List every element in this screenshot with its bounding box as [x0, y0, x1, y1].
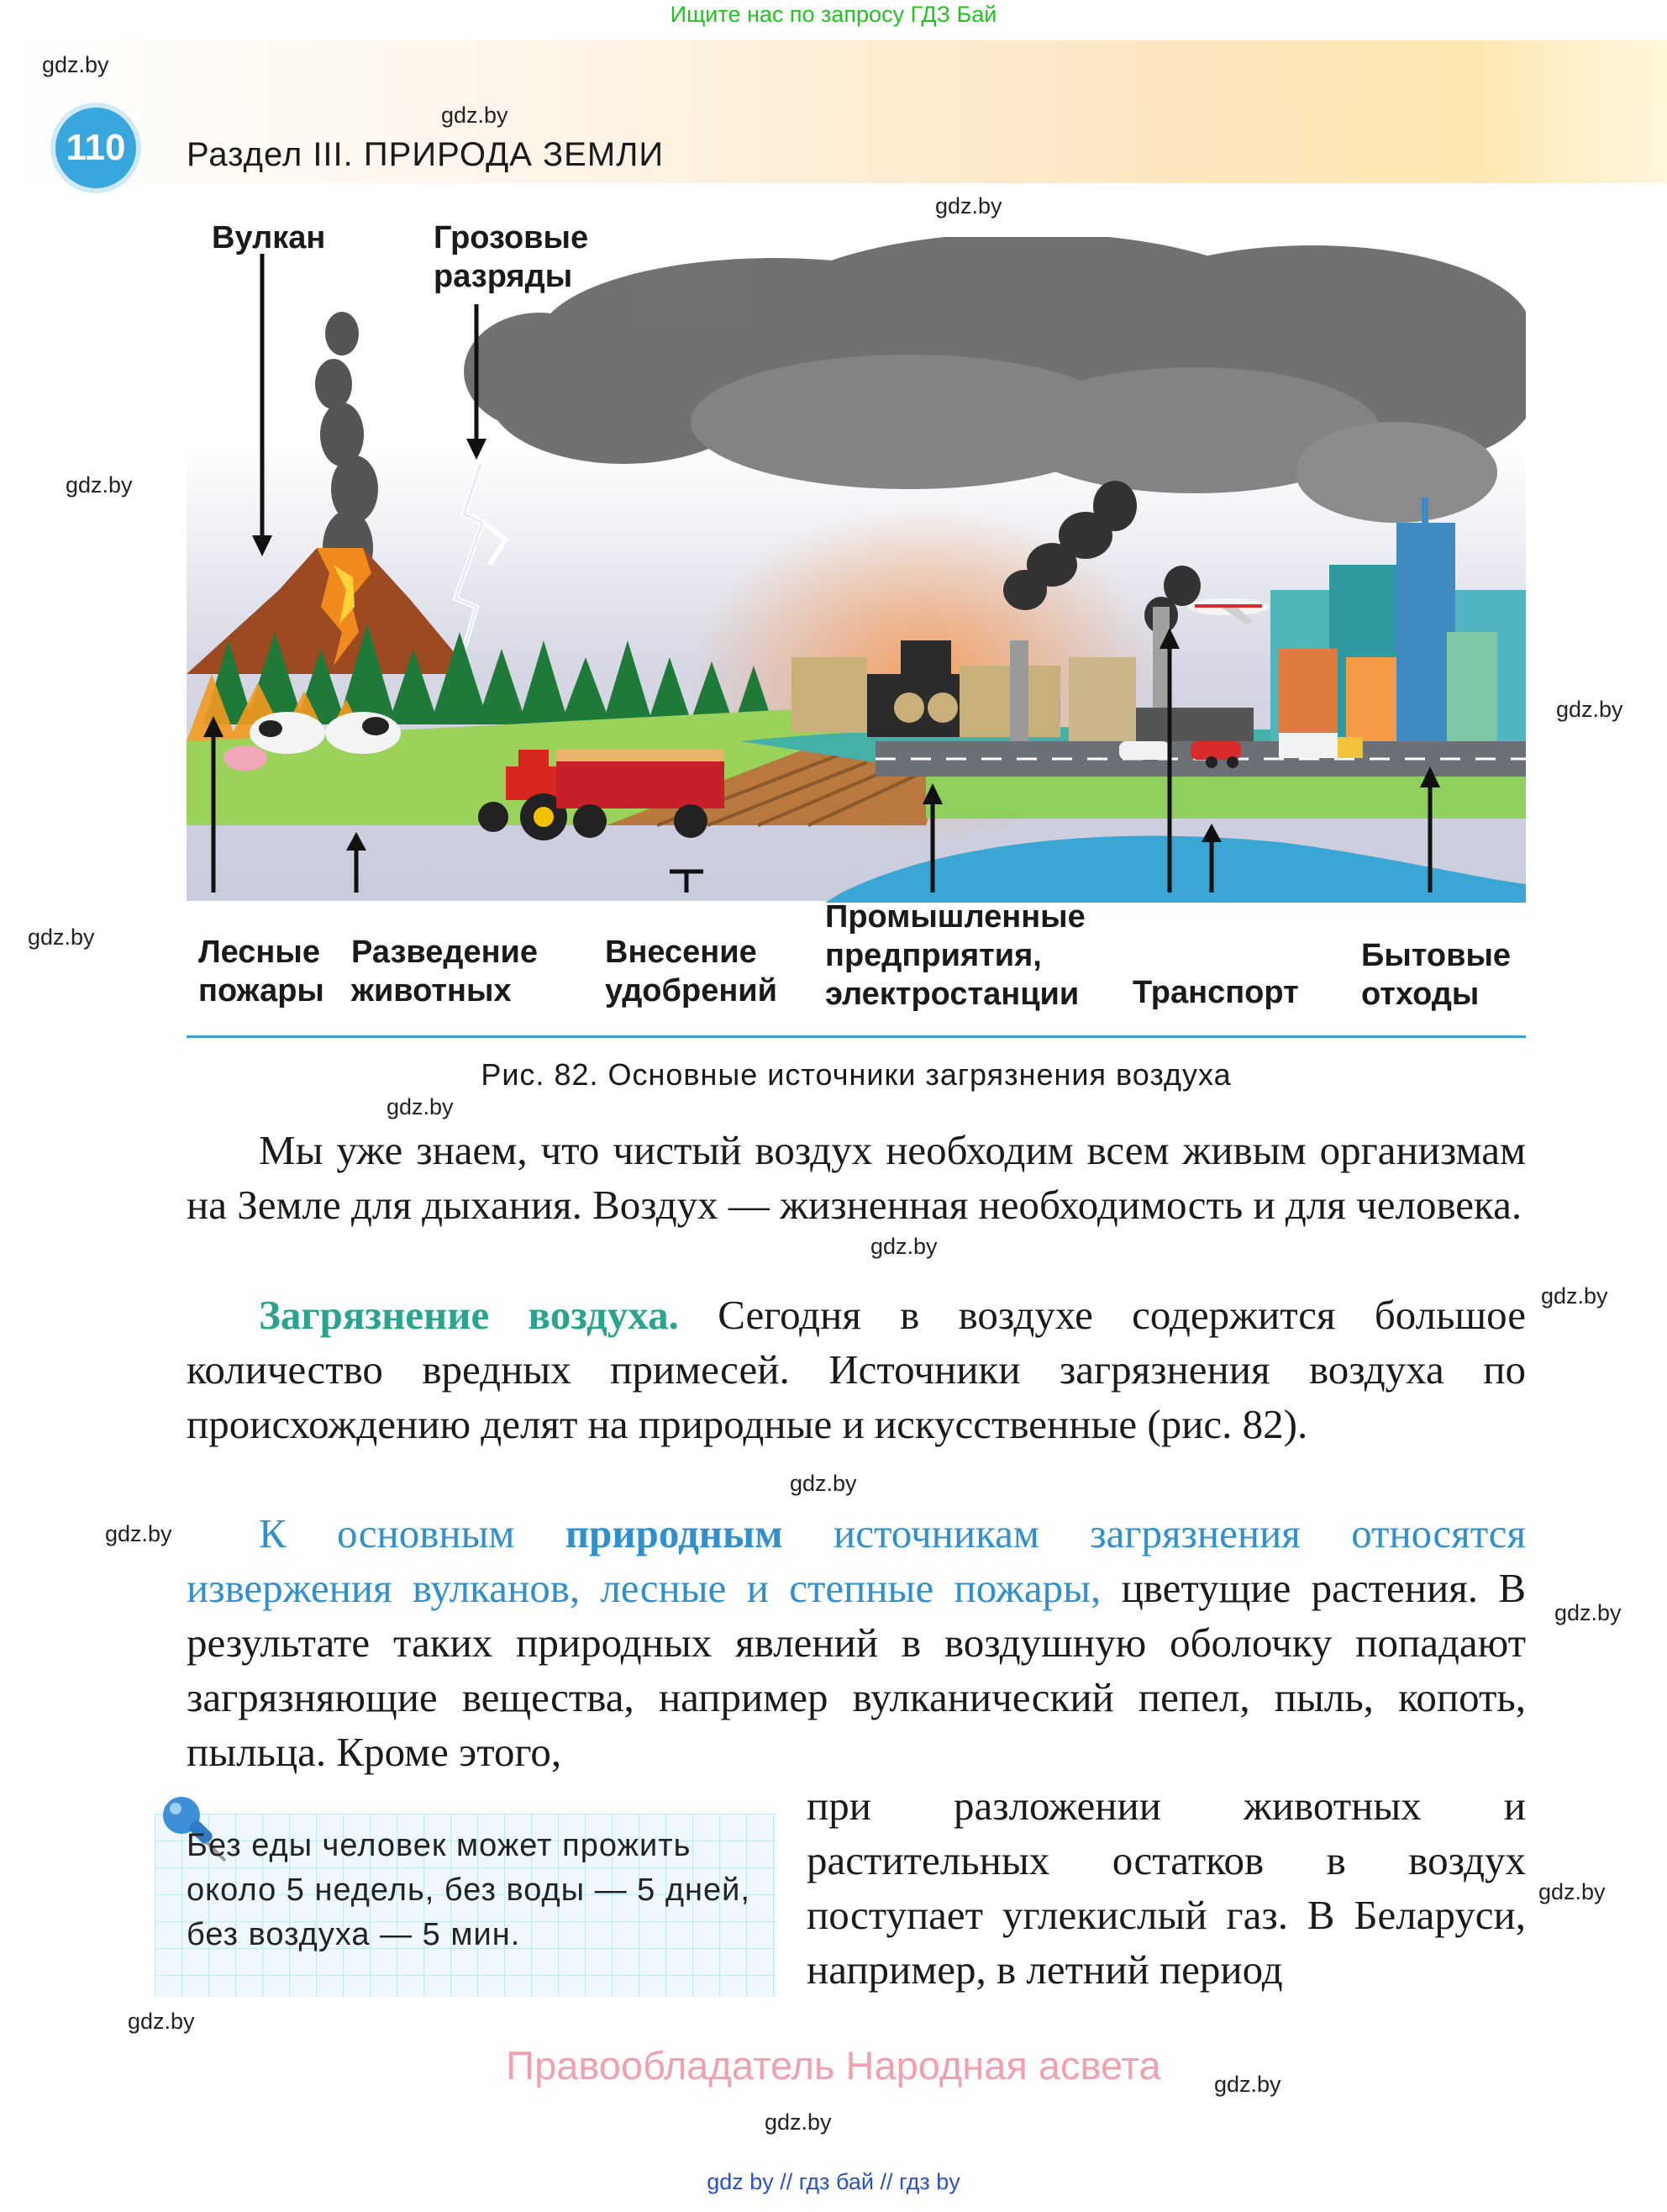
label-line: Промышленные	[825, 899, 1086, 935]
figure-caption: Рис. 82. Основные источники загрязнения воздуха	[481, 1057, 1232, 1092]
watermark: gdz.by	[105, 1521, 172, 1546]
watermark: gdz.by	[66, 472, 133, 498]
watermark: gdz.by	[1556, 697, 1623, 722]
label-line: отходы	[1361, 977, 1480, 1012]
paragraph-pollution	[187, 1288, 1526, 1451]
watermark: gdz.by	[1541, 1283, 1608, 1309]
label-animal-breeding	[351, 933, 538, 1010]
section-title: Раздел III. ПРИРОДА ЗЕМЛИ	[187, 136, 665, 173]
label-line: разряды	[434, 259, 573, 294]
top-search-note: Ищите нас по запросу ГДЗ Бай	[670, 2, 997, 27]
highlight-text: К основным	[259, 1510, 565, 1556]
pollution-illustration	[187, 237, 1526, 903]
copyright-holder: Правообладатель Народная асвета	[506, 2043, 1161, 2088]
watermark: gdz.by	[441, 103, 508, 128]
label-volcano: Вулкан	[212, 220, 326, 255]
fact-note-text: Без еды человек может прожить около 5 недель, без воды — 5 дней, без воздуха — 5 мин.	[187, 1828, 750, 1952]
label-line: Бытовые	[1361, 938, 1512, 973]
figure-divider	[187, 1035, 1526, 1038]
watermark: gdz.by	[128, 2009, 195, 2034]
term-air-pollution: Загрязнение воздуха.	[259, 1292, 679, 1338]
watermark: gdz.by	[765, 2109, 832, 2135]
watermark: gdz.by	[1538, 1879, 1606, 1904]
label-household-waste	[1361, 936, 1511, 1014]
label-line: электростанции	[825, 977, 1080, 1012]
paragraph-natural-sources	[187, 1506, 1526, 1779]
watermark: gdz.by	[870, 1234, 938, 1259]
watermark: gdz.by	[387, 1094, 454, 1119]
label-lightning	[434, 219, 588, 296]
paragraph-continued: при разложении животных и растительных остатков в воздух поступает углекислый газ. В Беларуси, например, в летний период	[807, 1783, 1526, 1993]
label-line: Разведение	[351, 935, 539, 970]
watermark: gdz.by	[1214, 2072, 1281, 2097]
label-transport: Транспорт	[1133, 975, 1299, 1010]
watermark: gdz.by	[790, 1471, 857, 1496]
pollution-scene	[187, 237, 1526, 903]
bottom-links: gdz by // гдз бай // гдз by	[707, 2169, 960, 2194]
label-forest-fires	[198, 933, 324, 1010]
label-line: животных	[351, 973, 512, 1009]
label-line: Внесение	[605, 935, 757, 970]
page-number: 110	[50, 103, 141, 193]
term-natural: природным	[565, 1510, 783, 1556]
label-line: предприятия,	[825, 938, 1042, 973]
label-fertilizer	[605, 933, 777, 1010]
label-line: Грозовые	[434, 220, 589, 255]
highlight-text: источникам загрязнения относятся извержения вулканов, лесные и степные пожары,	[187, 1510, 1526, 1611]
watermark: gdz.by	[28, 924, 95, 950]
label-line: Лесные	[198, 935, 320, 970]
watermark: gdz.by	[1554, 1600, 1622, 1625]
paragraph-intro: Мы уже знаем, что чистый воздух необходим всем живым организмам на Земле для дыхания. Воздух — жизненная необходимость и для человека.	[187, 1127, 1526, 1228]
watermark: gdz.by	[42, 52, 109, 77]
label-line: удобрений	[605, 973, 778, 1009]
label-line: пожары	[198, 973, 324, 1009]
label-industry	[825, 898, 1086, 1014]
watermark: gdz.by	[935, 193, 1002, 219]
paragraph-text: цветущие растения. В результате таких природных явлений в воздушную оболочку попадают загрязняющие вещества, например вулканический пепел, пыль, копоть, пыльца. Кроме этого,	[187, 1565, 1526, 1775]
paragraph-text: Сегодня в воздухе содержится большое количество вредных примесей. Источники загрязнения воздуха по происхождению делят на природные и искусственные (рис. 82).	[187, 1292, 1526, 1447]
